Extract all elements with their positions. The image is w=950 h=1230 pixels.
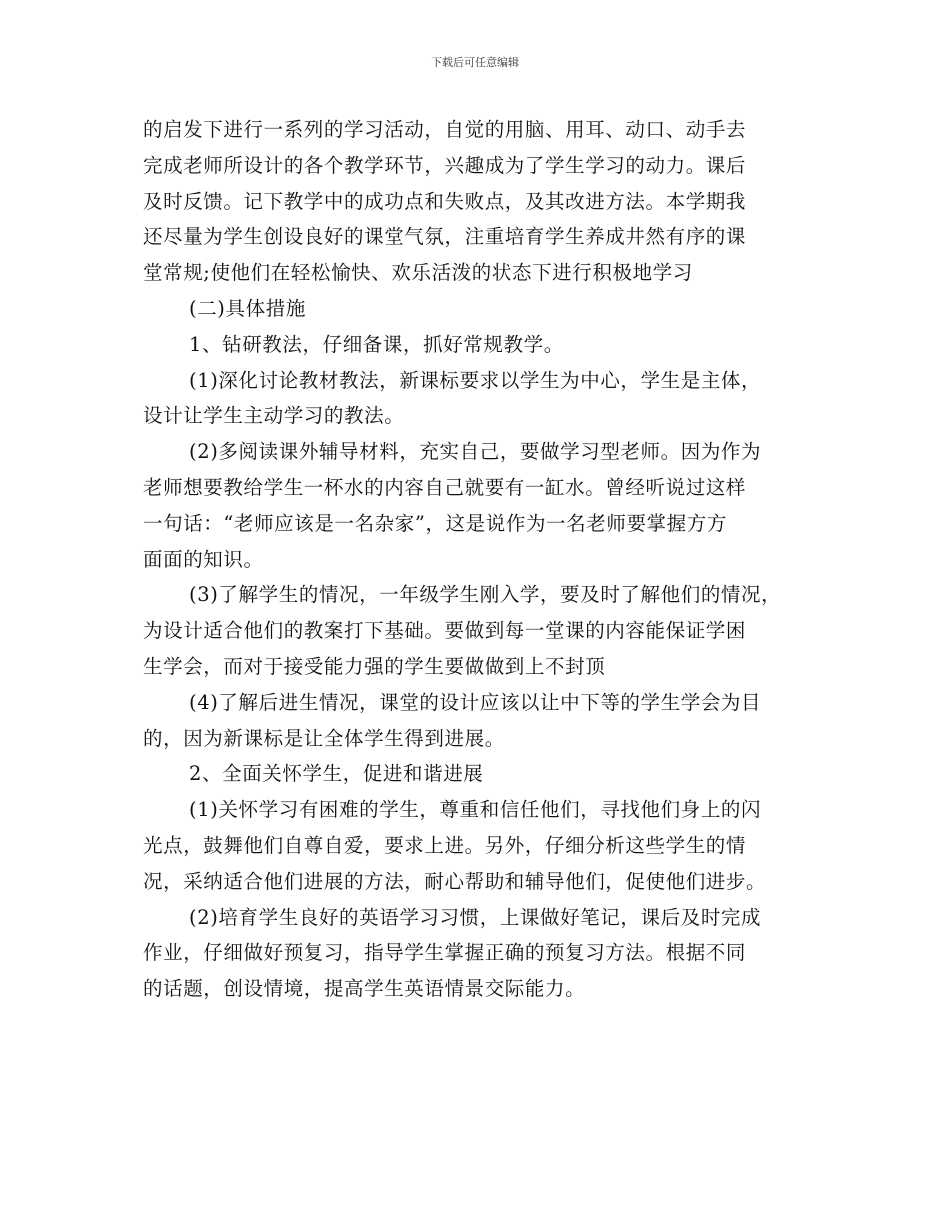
text-line: 生学会，而对于接受能力强的学生要做做到上不封顶: [143, 654, 606, 678]
text-line: (2)培育学生良好的英语学习习惯，上课做好笔记，课后及时完成: [189, 905, 762, 929]
text-line: 光点，鼓舞他们自尊自爱，要求上进。另外，仔细分析这些学生的情: [143, 833, 747, 857]
text-line: 的话题，创设情境，提高学生英语情景交际能力。: [143, 977, 586, 1001]
text-line: 1、钻研教法，仔细备课，抓好常规教学。: [189, 332, 564, 356]
text-line: (2)多阅读课外辅导材料，充实自己，要做学习型老师。因为作为: [189, 440, 762, 464]
text-line: 作业，仔细做好预复习，指导学生掌握正确的预复习方法。根据不同: [143, 941, 747, 965]
text-line: 的，因为新课标是让全体学生得到进展。: [143, 726, 505, 750]
text-line: 及时反馈。记下教学中的成功点和失败点，及其改进方法。本学期我: [143, 189, 747, 213]
document-body: [143, 112, 823, 1007]
text-line: (3)了解学生的情况，一年级学生刚入学，要及时了解他们的情况，: [189, 583, 782, 607]
text-line: 还尽量为学生创设良好的课堂气氛，注重培育学生养成井然有序的课: [143, 225, 747, 249]
text-line: 为设计适合他们的教案打下基础。要做到每一堂课的内容能保证学困: [143, 619, 747, 643]
text-line: 面面的知识。: [143, 547, 264, 571]
text-line: 2、全面关怀学生，促进和谐进展: [189, 762, 484, 786]
text-line: 的启发下进行一系列的学习活动，自觉的用脑、用耳、动口、动手去: [143, 118, 747, 141]
text-line: 一句话：“老师应该是一名杂家”，这是说作为一名老师要掌握方方: [143, 511, 727, 535]
text-line: 老师想要教给学生一杯水的内容自己就要有一缸水。曾经听说过这样: [143, 475, 747, 499]
page-header: 下载后可任意编辑: [431, 56, 519, 69]
text-line: 完成老师所设计的各个教学环节，兴趣成为了学生学习的动力。课后: [143, 153, 747, 177]
text-line: (二)具体措施: [189, 296, 306, 320]
text-line: 况，采纳适合他们进展的方法，耐心帮助和辅导他们，促使他们进步。: [143, 869, 767, 893]
text-line: (1)深化讨论教材教法，新课标要求以学生为中心，学生是主体，: [189, 368, 762, 392]
text-line: 设计让学生主动学习的教法。: [143, 404, 405, 428]
text-line: (4)了解后进生情况，课堂的设计应该以让中下等的学生学会为目: [189, 690, 762, 714]
text-line: 堂常规;使他们在轻松愉快、欢乐活泼的状态下进行积极地学习: [143, 261, 693, 285]
text-line: (1)关怀学习有困难的学生，尊重和信任他们，寻找他们身上的闪: [189, 798, 762, 822]
